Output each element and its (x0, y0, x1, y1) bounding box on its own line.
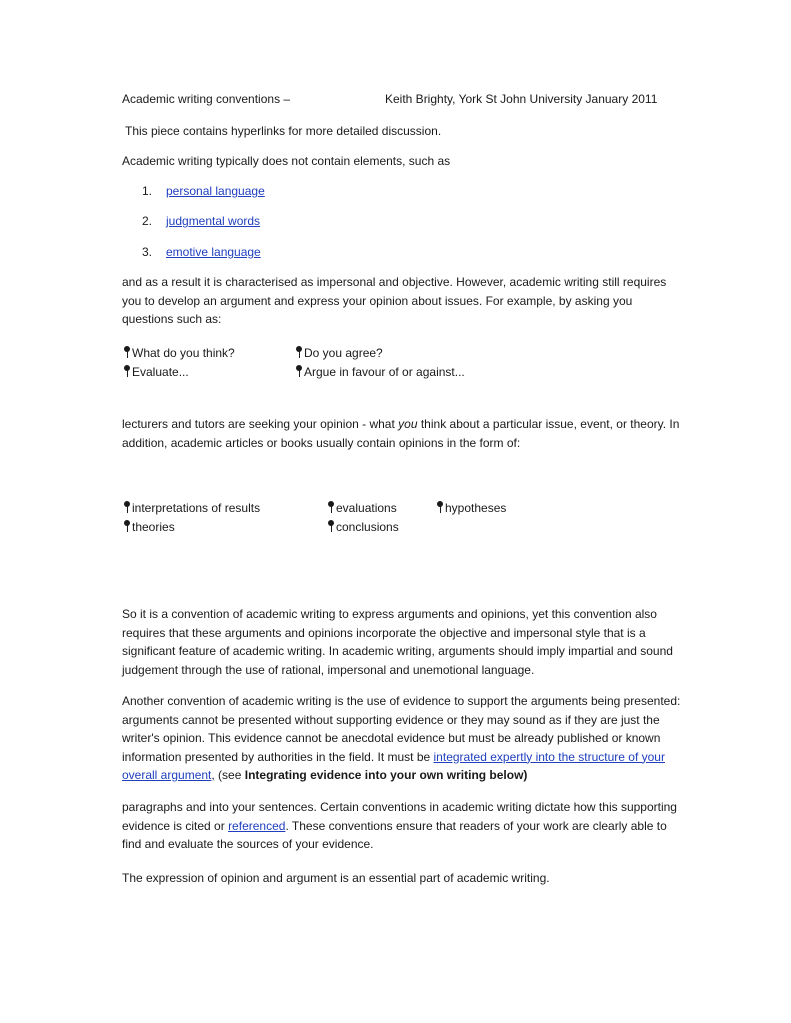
question-item: Argue in favour of or against... (296, 365, 465, 380)
referenced-link[interactable]: referenced (228, 818, 286, 833)
pin-icon (124, 501, 130, 513)
pin-icon (124, 346, 130, 358)
pin-icon (124, 520, 130, 532)
pin-icon (296, 365, 302, 377)
opinion-form-item: evaluations (328, 501, 397, 516)
list-item (142, 245, 261, 260)
intro-text: This piece contains hyperlinks for more detailed discussion. (125, 124, 442, 138)
list-item (142, 214, 260, 229)
judgmental-words-link[interactable]: judgmental words (166, 214, 261, 228)
pin-icon (437, 501, 443, 513)
list-item (142, 184, 265, 199)
pin-icon (328, 501, 334, 513)
emphasis-you: you (398, 417, 418, 431)
list-number: 1. (142, 184, 153, 198)
pin-icon (328, 520, 334, 532)
list-number: 2. (142, 214, 153, 228)
personal-language-link[interactable]: personal language (166, 184, 265, 198)
question-item: Do you agree? (296, 346, 383, 361)
list-number: 3. (142, 245, 153, 259)
integrated-expertly-link[interactable]: integrated expertly into the structure of your overall argument (122, 749, 665, 782)
question-item: What do you think? (124, 346, 235, 361)
integrating-evidence-reference: Integrating evidence into your own writing below) (244, 768, 528, 782)
document-title: Academic writing conventions – (122, 92, 291, 106)
pin-icon (124, 365, 130, 377)
paragraph-4: Another convention of academic writing is the use of evidence to support the arguments being presented: arguments cannot be presented without supporting evidence or they may sound as if they are just the writer's opinion. This evidence cannot be anecdotal evidence but must be already published or known information presented by authorities in the field. It must be integrated expertly into the structure of your overall argument, (see Integrating evidence into your own writing below) (122, 694, 681, 782)
paragraph-3: So it is a convention of academic writing to express arguments and opinions, yet this convention also requires that these arguments and opinions incorporate the objective and impersonal style that is a significant feature of academic writing. In academic writing, arguments should imply impartial and sound judgement through the use of rational, impersonal and unemotional language. (122, 607, 673, 677)
opinion-form-item: interpretations of results (124, 501, 260, 516)
opinion-form-item: conclusions (328, 520, 399, 535)
author-line: Keith Brighty, York St John University January 2011 (385, 92, 658, 106)
question-item: Evaluate... (124, 365, 189, 380)
opinion-form-item: theories (124, 520, 175, 535)
pin-icon (296, 346, 302, 358)
emotive-language-link[interactable]: emotive language (166, 245, 261, 259)
paragraph-2: lecturers and tutors are seeking your opinion - what you think about a particular issue, event, or theory. In addition, academic articles or books usually contain opinions in the form of: (122, 417, 680, 450)
opinion-form-item: hypotheses (437, 501, 506, 516)
paragraph-1: and as a result it is characterised as impersonal and objective. However, academic writing still requires you to develop an argument and express your opinion about issues. For example, by asking you questions such as: (122, 275, 667, 326)
lead-text: Academic writing typically does not contain elements, such as (122, 154, 451, 168)
paragraph-5: paragraphs and into your sentences. Certain conventions in academic writing dictate how this supporting evidence is cited or referenced. These conventions ensure that readers of your work are clearly able to find and evaluate the sources of your evidence. (122, 800, 677, 851)
paragraph-6: The expression of opinion and argument is an essential part of academic writing. (122, 871, 550, 885)
